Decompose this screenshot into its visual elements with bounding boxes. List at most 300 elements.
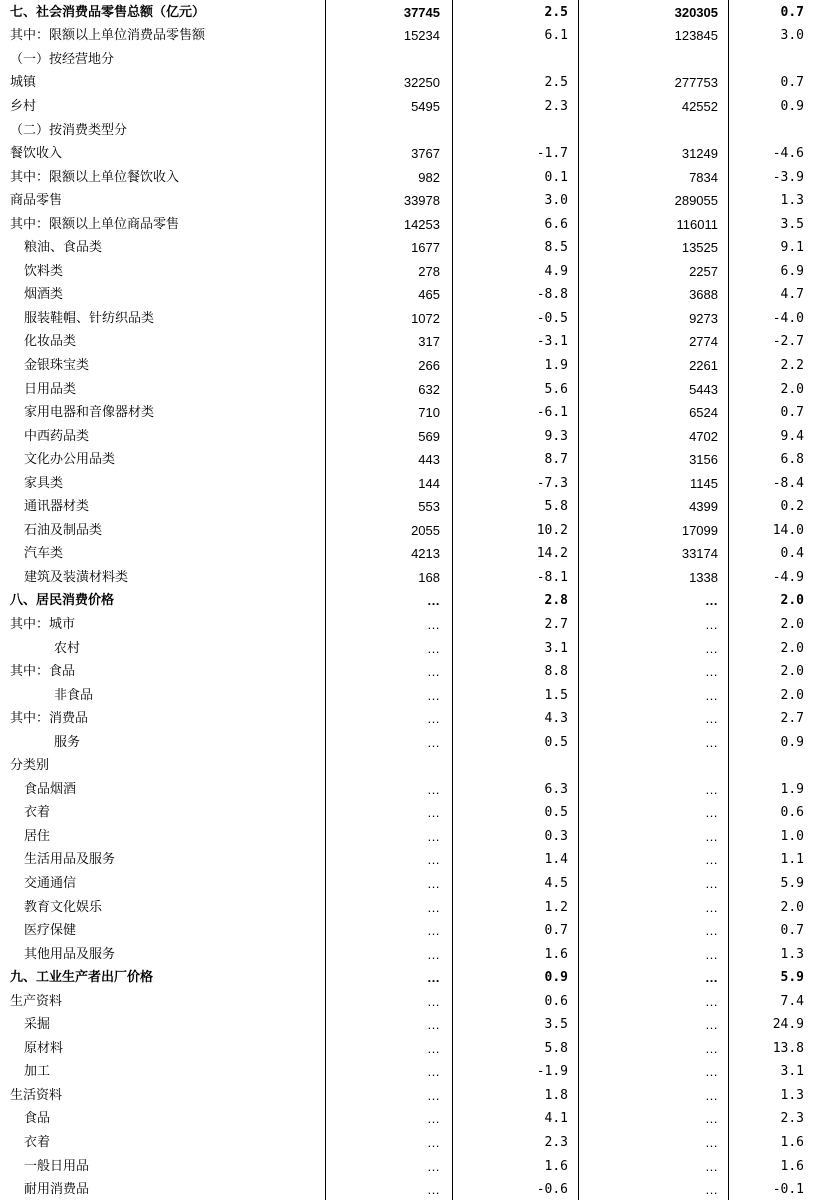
row-value-v2: 4.1 [544, 1111, 568, 1127]
table-row [0, 330, 834, 354]
row-label: 九、工业生产者出厂价格 [10, 970, 154, 986]
row-value-v3: … [705, 876, 718, 891]
row-label: 汽车类 [24, 546, 64, 562]
table-row [0, 612, 834, 636]
row-label: 服装鞋帽、针纺织品类 [24, 310, 155, 326]
row-value-v3: … [705, 734, 718, 750]
row-value-v1: … [427, 899, 440, 915]
row-value-v4: -4.9 [772, 569, 804, 585]
row-value-v2: 10.2 [536, 522, 568, 538]
row-label: 服务 [54, 734, 81, 750]
row-value-v4 [728, 58, 834, 59]
row-value-v2: 5.8 [544, 1040, 568, 1056]
row-value-v1 [326, 129, 452, 130]
table-row [0, 283, 834, 307]
row-label: 原材料 [24, 1040, 64, 1056]
table-row [0, 895, 834, 919]
row-value-v3: … [705, 1064, 718, 1080]
table-row [0, 518, 834, 542]
row-value-v2: 2.3 [544, 1135, 568, 1151]
row-label: 家具类 [24, 475, 64, 491]
row-value-v4: 0.7 [780, 405, 804, 421]
row-value-v1: 278 [418, 263, 440, 279]
row-value-v3: … [705, 970, 718, 986]
row-value-v1: 569 [418, 428, 440, 444]
table-row [0, 353, 834, 377]
row-value-v3: 2774 [689, 334, 718, 350]
row-value-v2: 0.3 [544, 828, 568, 844]
row-value-v3: 31249 [681, 146, 718, 162]
row-label: 其中：食品 [10, 664, 76, 680]
row-value-v1: … [427, 664, 440, 680]
row-value-v4: 7.4 [780, 993, 804, 1009]
table-row [0, 918, 834, 942]
row-label: 其中：城市 [10, 616, 76, 632]
row-label: 食品 [24, 1111, 51, 1127]
row-value-v4: -2.7 [772, 334, 804, 350]
row-value-v3: 123845 [674, 28, 718, 44]
row-value-v1: … [427, 946, 440, 962]
row-value-v4: 5.9 [780, 876, 804, 891]
row-value-v2: 0.5 [544, 734, 568, 750]
row-value-v4: 1.6 [780, 1158, 804, 1174]
row-value-v3 [578, 765, 728, 766]
row-value-v2: 6.6 [544, 216, 568, 232]
row-value-v3: … [705, 1087, 718, 1103]
row-value-v2: -6.1 [536, 405, 568, 421]
row-label: 衣着 [24, 1135, 51, 1151]
row-value-v1: … [427, 993, 440, 1009]
row-value-v1: 710 [418, 405, 440, 421]
table-row [0, 1177, 834, 1201]
row-value-v3: 2261 [689, 357, 718, 373]
row-value-v3: … [705, 946, 718, 962]
row-value-v1: … [427, 970, 440, 986]
row-value-v1: 553 [418, 499, 440, 515]
row-value-v3: 5443 [689, 381, 718, 397]
row-value-v2: 6.1 [544, 28, 568, 44]
row-value-v3: … [705, 899, 718, 915]
row-value-v1: … [427, 593, 440, 609]
row-value-v3: … [705, 852, 718, 868]
row-value-v3: 42552 [681, 98, 718, 114]
row-label: 食品烟酒 [24, 781, 77, 797]
table-row [0, 165, 834, 189]
row-label: 生活资料 [10, 1087, 63, 1103]
row-label: 农村 [54, 640, 81, 656]
row-value-v2: -7.3 [536, 475, 568, 491]
row-value-v4: 2.7 [780, 711, 804, 727]
table-row [0, 212, 834, 236]
row-value-v2: 1.6 [544, 1158, 568, 1174]
row-value-v4: 13.8 [772, 1040, 804, 1056]
row-value-v2: 4.3 [544, 711, 568, 727]
row-value-v2: 3.5 [544, 1017, 568, 1033]
table-row [0, 306, 834, 330]
row-value-v2: 8.8 [544, 664, 568, 680]
row-value-v1: 14253 [403, 216, 440, 232]
table-row [0, 447, 834, 471]
row-value-v4: 0.9 [780, 98, 804, 114]
row-value-v2 [452, 129, 578, 130]
row-value-v1: 1677 [411, 240, 440, 256]
row-value-v4: 1.3 [780, 1087, 804, 1103]
row-value-v4: 4.7 [780, 287, 804, 303]
row-value-v3: … [705, 1017, 718, 1033]
row-value-v4: 1.0 [780, 828, 804, 844]
row-label: 饮料类 [24, 263, 64, 279]
row-value-v3: … [705, 593, 718, 609]
row-value-v2: 0.7 [544, 923, 568, 939]
row-value-v1: 4213 [411, 546, 440, 562]
table-row [0, 542, 834, 566]
table-row [0, 400, 834, 424]
row-value-v1: 465 [418, 287, 440, 303]
row-value-v1: … [427, 1158, 440, 1174]
row-value-v3: 277753 [674, 75, 718, 91]
row-value-v1: … [427, 1040, 440, 1056]
row-value-v2: 3.0 [544, 193, 568, 209]
row-value-v4: 2.0 [780, 381, 804, 397]
row-label: 教育文化娱乐 [24, 899, 103, 915]
row-value-v2: 2.3 [544, 98, 568, 114]
row-label: 交通通信 [24, 876, 77, 891]
row-value-v2: 2.5 [544, 75, 568, 91]
row-value-v1: 443 [418, 452, 440, 468]
row-value-v4: 1.6 [780, 1135, 804, 1151]
table-row [0, 965, 834, 989]
row-value-v4: 6.9 [780, 263, 804, 279]
row-value-v3: 13525 [681, 240, 718, 256]
row-value-v3: … [705, 1158, 718, 1174]
row-value-v2: 1.5 [544, 687, 568, 703]
row-value-v1: … [427, 1064, 440, 1080]
row-value-v1: 2055 [411, 522, 440, 538]
row-value-v2: 14.2 [536, 546, 568, 562]
table-row [0, 801, 834, 825]
row-value-v1: 1072 [411, 310, 440, 326]
row-value-v2: 1.4 [544, 852, 568, 868]
row-value-v1: 632 [418, 381, 440, 397]
row-value-v3: … [705, 616, 718, 632]
table-row [0, 989, 834, 1013]
row-value-v3: 320305 [674, 4, 718, 20]
row-label: 衣着 [24, 805, 51, 821]
row-value-v2: 4.5 [544, 876, 568, 891]
row-label: 金银珠宝类 [24, 357, 90, 373]
row-value-v2: 3.1 [544, 640, 568, 656]
row-value-v3: 116011 [676, 216, 718, 232]
row-label: 其中：消费品 [10, 711, 89, 727]
row-value-v1: 266 [418, 357, 440, 373]
row-value-v2 [452, 765, 578, 766]
row-value-v4 [728, 129, 834, 130]
table-row [0, 942, 834, 966]
table-row [0, 636, 834, 660]
row-value-v3: 1338 [689, 569, 718, 585]
row-value-v3 [578, 129, 728, 130]
row-value-v1: … [427, 1111, 440, 1127]
table-row [0, 824, 834, 848]
table-row [0, 188, 834, 212]
row-value-v1: 5495 [411, 98, 440, 114]
row-value-v1: … [427, 711, 440, 727]
row-label: 七、社会消费品零售总额（亿元） [10, 4, 206, 20]
row-value-v1: 982 [418, 169, 440, 185]
table-row [0, 848, 834, 872]
table-row [0, 235, 834, 259]
row-value-v3: 4702 [689, 428, 718, 444]
row-value-v1: … [427, 1182, 440, 1198]
row-value-v2: 0.1 [544, 169, 568, 185]
table-row [0, 683, 834, 707]
row-value-v4: 14.0 [772, 522, 804, 538]
row-value-v4: 1.1 [780, 852, 804, 868]
row-value-v2: -8.8 [536, 287, 568, 303]
row-value-v4: 2.3 [780, 1111, 804, 1127]
row-label: 城镇 [10, 75, 37, 91]
row-value-v2: -1.7 [536, 146, 568, 162]
row-value-v1: 3767 [411, 146, 440, 162]
row-label: 加工 [24, 1064, 51, 1080]
row-value-v4: 3.1 [780, 1064, 804, 1080]
row-label: 其中：限额以上单位消费品零售额 [10, 28, 206, 44]
row-value-v2: -0.5 [536, 310, 568, 326]
row-value-v2: 0.6 [544, 993, 568, 1009]
table-row [0, 871, 834, 895]
row-value-v3: … [705, 828, 718, 844]
row-label: 文化办公用品类 [24, 452, 116, 468]
row-value-v1: 32250 [403, 75, 440, 91]
row-value-v2: 4.9 [544, 263, 568, 279]
row-value-v2: -1.9 [536, 1064, 568, 1080]
row-value-v1: … [427, 1135, 440, 1151]
row-value-v2: 8.5 [544, 240, 568, 256]
row-label: 分类别 [10, 758, 50, 774]
row-value-v4 [728, 765, 834, 766]
row-value-v2: 1.8 [544, 1087, 568, 1103]
table-row [0, 94, 834, 118]
row-value-v1: … [427, 852, 440, 868]
row-label: 化妆品类 [24, 334, 77, 350]
row-value-v1: … [427, 876, 440, 891]
table-row [0, 1130, 834, 1154]
row-value-v4: 1.3 [780, 946, 804, 962]
row-value-v4: 2.0 [780, 664, 804, 680]
row-value-v1: … [427, 734, 440, 750]
row-label: （二）按消费类型分 [10, 122, 128, 138]
table-row [0, 1154, 834, 1178]
row-value-v1: 37745 [403, 4, 440, 20]
row-value-v4: 5.9 [780, 970, 804, 986]
row-value-v1 [326, 58, 452, 59]
row-value-v1: … [427, 828, 440, 844]
row-value-v4: 0.7 [780, 923, 804, 939]
row-value-v3: … [705, 1040, 718, 1056]
row-value-v3: 17099 [681, 522, 718, 538]
table-row [0, 1013, 834, 1037]
row-value-v2: 2.5 [544, 4, 568, 20]
row-value-v4: 1.3 [780, 193, 804, 209]
row-value-v3: 3156 [689, 452, 718, 468]
row-label: 建筑及装潢材料类 [24, 569, 129, 585]
row-value-v3: 6524 [689, 405, 718, 421]
row-label: 家用电器和音像器材类 [24, 405, 155, 421]
row-value-v2: -0.6 [536, 1182, 568, 1198]
row-value-v3: 3688 [689, 287, 718, 303]
row-value-v3: 9273 [689, 310, 718, 326]
row-value-v4: 9.1 [780, 240, 804, 256]
table-row [0, 1036, 834, 1060]
row-value-v4: 2.0 [780, 593, 804, 609]
row-value-v3: 33174 [681, 546, 718, 562]
row-label: 一般日用品 [24, 1158, 90, 1174]
row-label: 采掘 [24, 1017, 51, 1033]
row-value-v4: -4.6 [772, 146, 804, 162]
row-label: 耐用消费品 [24, 1182, 90, 1198]
table-row [0, 1060, 834, 1084]
row-value-v1: 33978 [403, 193, 440, 209]
table-row [0, 1107, 834, 1131]
table-row [0, 659, 834, 683]
row-label: 生产资料 [10, 993, 63, 1009]
table-row [0, 730, 834, 754]
row-value-v3: … [705, 687, 718, 703]
row-value-v4: 1.9 [780, 781, 804, 797]
row-value-v3: … [705, 993, 718, 1009]
row-value-v3: … [705, 1182, 718, 1198]
row-value-v1: … [427, 1087, 440, 1103]
row-value-v4: -4.0 [772, 310, 804, 326]
row-value-v3: 1145 [690, 475, 718, 491]
row-value-v4: 3.0 [780, 28, 804, 44]
table-row [0, 71, 834, 95]
row-value-v4: 24.9 [772, 1017, 804, 1033]
row-label: 餐饮收入 [10, 146, 63, 162]
table-row [0, 118, 834, 142]
row-label: 商品零售 [10, 193, 63, 209]
row-value-v3: … [705, 1135, 718, 1151]
row-label: 其他用品及服务 [24, 946, 116, 962]
row-value-v3: … [705, 781, 718, 797]
row-value-v3 [578, 58, 728, 59]
row-value-v3: … [705, 711, 718, 727]
row-value-v4: 0.6 [780, 805, 804, 821]
row-value-v2: 2.8 [544, 593, 568, 609]
row-value-v2: 5.8 [544, 499, 568, 515]
row-value-v2: -3.1 [536, 334, 568, 350]
table-row [0, 377, 834, 401]
row-value-v1: … [427, 616, 440, 632]
row-value-v1: 144 [418, 475, 440, 491]
row-value-v1: … [427, 640, 440, 656]
row-value-v2: 0.9 [544, 970, 568, 986]
row-label: 其中：限额以上单位餐饮收入 [10, 169, 180, 185]
row-value-v3: … [705, 1111, 718, 1127]
row-value-v4: 0.7 [780, 4, 804, 20]
row-label: 生活用品及服务 [24, 852, 116, 868]
row-label: 粮油、食品类 [24, 240, 103, 256]
row-label: （一）按经营地分 [10, 51, 115, 67]
table-row [0, 24, 834, 48]
row-value-v1: 168 [418, 569, 440, 585]
table-row [0, 777, 834, 801]
row-value-v3: … [705, 805, 718, 821]
table-row [0, 565, 834, 589]
row-value-v2: 0.5 [544, 805, 568, 821]
row-value-v4: 0.2 [780, 499, 804, 515]
row-label: 八、居民消费价格 [10, 593, 115, 609]
row-value-v3: 289055 [674, 193, 718, 209]
row-value-v2: 5.6 [544, 381, 568, 397]
table-row [0, 754, 834, 778]
row-value-v2: -8.1 [536, 569, 568, 585]
row-value-v3: 7834 [689, 169, 718, 185]
row-value-v3: … [705, 923, 718, 939]
table-row [0, 706, 834, 730]
table-row [0, 424, 834, 448]
row-label: 日用品类 [24, 381, 77, 397]
table-row [0, 589, 834, 613]
row-value-v2 [452, 58, 578, 59]
row-value-v4: 2.0 [780, 640, 804, 656]
row-value-v4: 2.0 [780, 616, 804, 632]
row-value-v4: 2.0 [780, 899, 804, 915]
row-label: 乡村 [10, 98, 37, 114]
row-value-v1: 15234 [403, 28, 440, 44]
row-value-v4: -0.1 [772, 1182, 804, 1198]
row-value-v1: … [427, 1017, 440, 1033]
row-label: 其中：限额以上单位商品零售 [10, 216, 180, 232]
row-value-v2: 6.3 [544, 781, 568, 797]
table-row [0, 0, 834, 24]
row-value-v3: 4399 [689, 499, 718, 515]
row-value-v4: 9.4 [780, 428, 804, 444]
row-label: 通讯器材类 [24, 499, 90, 515]
row-value-v4: -8.4 [772, 475, 804, 491]
row-value-v2: 1.6 [544, 946, 568, 962]
row-value-v3: … [705, 664, 718, 680]
row-value-v4: 0.7 [780, 75, 804, 91]
row-value-v4: 2.0 [780, 687, 804, 703]
row-label: 非食品 [54, 687, 94, 703]
row-value-v2: 1.9 [544, 357, 568, 373]
table-row [0, 259, 834, 283]
table-row [0, 141, 834, 165]
row-value-v1: … [427, 923, 440, 939]
row-value-v2: 2.7 [544, 616, 568, 632]
table-row [0, 494, 834, 518]
row-value-v4: 6.8 [780, 452, 804, 468]
row-value-v4: 0.4 [780, 546, 804, 562]
row-value-v2: 1.2 [544, 899, 568, 915]
row-label: 医疗保健 [24, 923, 77, 939]
row-label: 中西药品类 [24, 428, 90, 444]
row-value-v3: 2257 [689, 263, 718, 279]
row-value-v4: -3.9 [772, 169, 804, 185]
table-row [0, 47, 834, 71]
row-label: 居住 [24, 828, 51, 844]
row-value-v3: … [705, 640, 718, 656]
row-value-v1: … [427, 781, 440, 797]
row-value-v1 [326, 765, 452, 766]
row-label: 石油及制品类 [24, 522, 103, 538]
row-value-v4: 0.9 [780, 734, 804, 750]
row-value-v4: 3.5 [780, 216, 804, 232]
table-row [0, 1083, 834, 1107]
row-label: 烟酒类 [24, 287, 64, 303]
row-value-v1: … [427, 687, 440, 703]
